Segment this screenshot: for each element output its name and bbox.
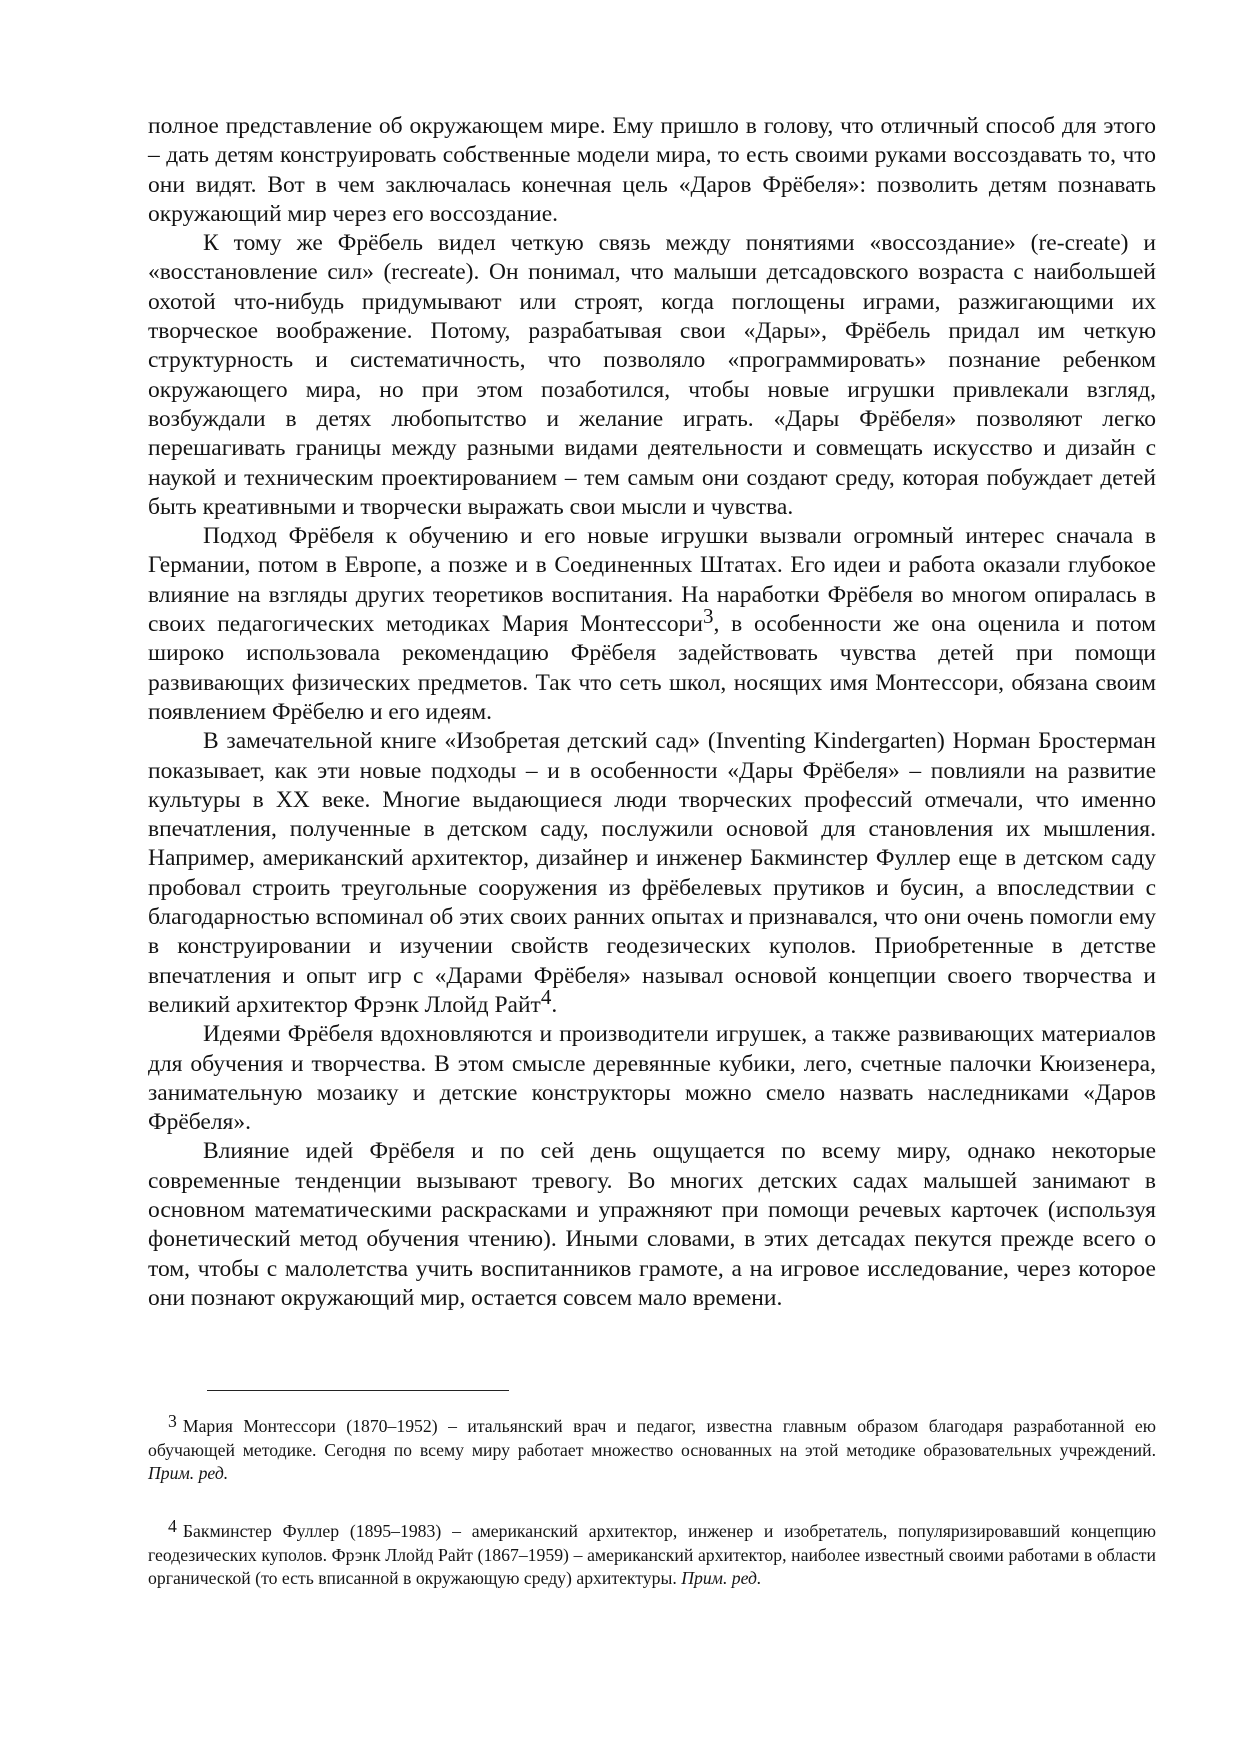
footnote-editor-note: Прим. ред.: [681, 1568, 762, 1589]
footnote-number: 3: [168, 1411, 177, 1431]
paragraph-2: К тому же Фрёбель видел четкую связь между понятиями «воссоздание» (re-create) и «восстановление сил» (recreate). Он понимал, что малыши детсадовского возраста с наибольшей охотой что-нибудь придумывают или строят, когда поглощены играми, разжигающими их творческое воображение. Потому, разрабатывая свои «Дары», Фрёбель придал им четкую структурность и систематичность, что позволяло «программировать» познание ребенком окружающего мира, но при этом позаботился, чтобы новые игрушки привлекали взгляд, возбуждали в детях любопытство и желание играть. «Дары Фрёбеля» позволяют легко перешагивать границы между разными видами деятельности и совмещать искусство и дизайн с наукой и техническим проектированием – тем самым они создают среду, которая побуждает детей быть креативными и творчески выражать свои мысли и чувства.: [148, 230, 1156, 520]
paragraph-3: [148, 522, 1156, 727]
paragraph-3-text-before: Подход Фрёбеля к обучению и его новые игрушки вызвали огромный интерес сначала в Германии, потом в Европе, а позже и в Соединенных Штатах. Его идеи и работа оказали глубокое влияние на взгляды других теоретиков воспитания. На наработки Фрёбеля во многом опиралась в своих педагогических методиках Мария Монтессори: [148, 523, 1156, 638]
paragraph-4-text-after: .: [551, 991, 558, 1018]
footnote-ref-4[interactable]: 4: [540, 984, 552, 1009]
footnote-separator: [207, 1390, 509, 1391]
paragraph-4-text-before: В замечательной книге «Изобретая детский сад» (Inventing Kindergarten) Норман Бростерман показывает, как эти новые подходы – и в особенности «Дары Фрёбеля» – повлияли на развитие культуры в XX веке. Многие выдающиеся люди творческих профессий отмечали, что именно впечатления, полученные в детском саду, послужили основой для становления их мышления. Например, американский архитектор, дизайнер и инженер Бакминстер Фуллер еще в детском саду пробовал строить треугольные сооружения из фрёбелевых прутиков и бусин, а впоследствии с благодарностью вспоминал об этих своих ранних опытах и признавался, что они очень помогли ему в конструировании и изучении свойств геодезических куполов. Приобретенные в детстве впечатления и опыт игр с «Дарами Фрёбеля» называл основой концепции своего творчества и великий архитектор Фрэнк Ллойд Райт: [148, 728, 1156, 1018]
footnote-text: Мария Монтессори (1870–1952) – итальянский врач и педагог, известна главным образом благодаря разработанной ею обучающей методике. Сегодня по всему миру работает множество основанных на этой методике образовательных учреждений.: [148, 1416, 1156, 1460]
footnote-editor-note: Прим. ред.: [148, 1463, 229, 1484]
paragraph-3-text-after: , в особенности же она оценила и потом широко использовала рекомендацию Фрёбеля задействовать чувства детей при помощи развивающих физических предметов. Так что сеть школ, носящих имя Монтессори, обязана своим появлением Фрёбелю и его идеям.: [148, 611, 1157, 725]
paragraph-6: Влияние идей Фрёбеля и по сей день ощущается по всему миру, однако некоторые современные тенденции вызывают тревогу. Во многих детских садах малышей занимают в основном математическими раскрасками и упражняют при помощи речевых карточек (используя фонетический метод обучения чтению). Иными словами, в этих детсадах пекутся прежде всего о том, чтобы с малолетства учить воспитанников грамоте, а на игровое исследование, через которое они познают окружающий мир, остается совсем мало времени.: [148, 1138, 1156, 1311]
paragraph-5: Идеями Фрёбеля вдохновляются и производители игрушек, а также развивающих материалов для обучения и творчества. В этом смысле деревянные кубики, лего, счетные палочки Кюизенера, занимательную мозаику и детские конструкторы можно смело назвать наследниками «Даров Фрёбеля».: [148, 1021, 1156, 1136]
footnote-text: Бакминстер Фуллер (1895–1983) – американский архитектор, инженер и изобретатель, популяризировавший концепцию геодезических куполов. Фрэнк Ллойд Райт (1867–1959) – американский архитектор, наиболее известный своими работами в области органической (то есть вписанной в окружающую среду) архитектуры.: [148, 1521, 1156, 1589]
footnote-ref-3[interactable]: 3: [703, 604, 714, 629]
footnote-4: [148, 1516, 1156, 1591]
page-body: [148, 112, 1156, 1313]
footnote-3: [148, 1411, 1156, 1486]
paragraph-1: полное представление об окружающем мире. Ему пришло в голову, что отличный способ для этого – дать детям конструировать собственные модели мира, то есть своими руками воссоздавать то, что они видят. Вот в чем заключалась конечная цель «Даров Фрёбеля»: позволить детям познавать окружающий мир через его воссоздание.: [148, 113, 1156, 227]
paragraph-4: [148, 727, 1156, 1020]
footnote-number: 4: [168, 1516, 177, 1536]
